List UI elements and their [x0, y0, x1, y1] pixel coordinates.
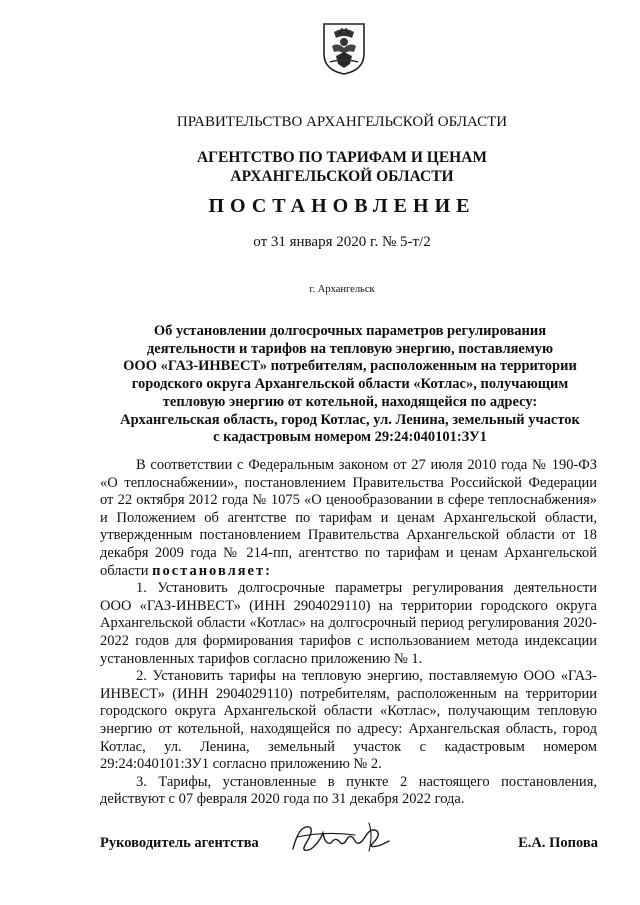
- resolves-keyword: постановляет:: [152, 562, 272, 579]
- subject-line: тепловую энергию от котельной, находящейся по адресу:: [162, 393, 538, 410]
- subject-line: городского округа Архангельской области «Котлас», получающим: [131, 376, 569, 393]
- agency-name: [0, 148, 640, 186]
- subject-line: Архангельская область, город Котлас, ул. Ленина, земельный участок: [120, 411, 580, 428]
- document-subject: [100, 323, 600, 447]
- subject-line: Об установлении долгосрочных параметров регулирования: [153, 323, 547, 339]
- subject-line: с кадастровым номером 29:24:040101:ЗУ1: [213, 429, 487, 446]
- agency-name-line-1: АГЕНТСТВО ПО ТАРИФАМ И ЦЕНАМ: [196, 149, 488, 166]
- handwritten-signature: [285, 815, 395, 860]
- clause-3: 3. Тарифы, установленные в пункте 2 настоящего постановления, действуют с 07 февраля 2020 года по 31 декабря 2022 года.: [100, 773, 597, 808]
- document-type: ПОСТАНОВЛЕНИЕ: [208, 195, 476, 217]
- preamble-text: В соответствии с Федеральным законом от 27 июля 2010 года № 190-ФЗ «О теплоснабжении», постановлением Правительства Российской Федерации от 22 октября 2012 года № 1075 «О ценообразовании в сфере теплоснабжения» и Положением об агентстве по тарифам и ценам Архангельской области, утвержденным постановлением Правительства Архангельской области от 18 декабря 2009 года № 214-пп, агентство по тарифам и ценам Архангельской области: [100, 457, 597, 579]
- document-city: г. Архангельск: [309, 284, 375, 295]
- document-date-number: от 31 января 2020 г. № 5-т/2: [253, 234, 431, 250]
- clause-1: 1. Установить долгосрочные параметры регулирования деятельности ООО «ГАЗ-ИНВЕСТ» (ИНН 2904029110) на территории городского округа Архангельской области «Котлас» на долгосрочный период регулирования 2020-2022 годов для формирования тарифов с использованием метода индексации установленных тарифов согласно приложению № 1.: [100, 580, 597, 667]
- clause-2: 2. Установить тарифы на тепловую энергию, поставляемую ООО «ГАЗ-ИНВЕСТ» (ИНН 2904029110) потребителям, расположенным на территории городского округа Архангельской области «Котлас», получающим тепловую энергию от котельной, находящейся по адресу: Архангельская область, город Котлас, ул. Ленина, земельный участок с кадастровым номером 29:24:040101:ЗУ1 согласно приложению № 2.: [100, 668, 597, 773]
- signatory-title: Руководитель агентства: [100, 835, 259, 851]
- preamble-paragraph: [100, 457, 597, 580]
- subject-line: ООО «ГАЗ-ИНВЕСТ» потребителям, расположенным на территории: [123, 358, 577, 375]
- signatory-name: Е.А. Попова: [518, 835, 598, 851]
- government-name: ПРАВИТЕЛЬСТВО АРХАНГЕЛЬСКОЙ ОБЛАСТИ: [176, 114, 508, 130]
- agency-name-line-2: АРХАНГЕЛЬСКОЙ ОБЛАСТИ: [230, 168, 454, 185]
- document-body: [100, 457, 597, 809]
- coat-of-arms-emblem: [322, 22, 366, 76]
- subject-line: деятельности и тарифов на тепловую энергию, поставляемую: [146, 340, 554, 357]
